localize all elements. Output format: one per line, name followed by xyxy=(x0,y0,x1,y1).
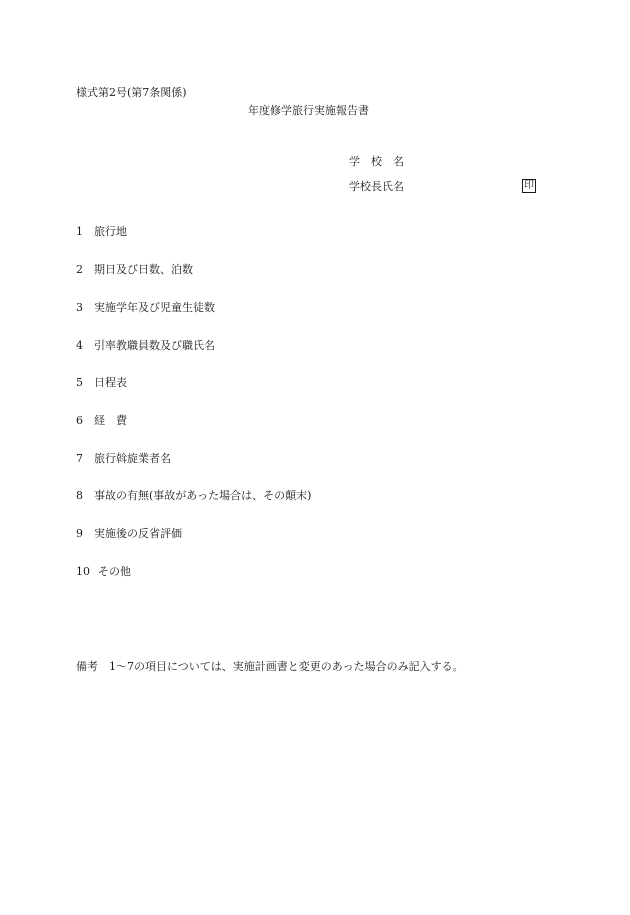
seal-mark: 印 xyxy=(524,180,534,191)
item-label: 引率教職員数及び職氏名 xyxy=(94,339,215,352)
item-label: その他 xyxy=(98,565,131,578)
item-number: 6 xyxy=(76,414,83,427)
document-title: 年度修学旅行実施報告書 xyxy=(248,104,369,117)
item-label: 旅行斡旋業者名 xyxy=(94,452,171,465)
remarks-note: 備考 1〜7の項目については、実施計画書と変更のあった場合のみ記入する。 xyxy=(76,660,464,673)
item-label: 事故の有無(事故があった場合は、その顛末) xyxy=(94,489,312,502)
principal-name-label: 学校長氏名 xyxy=(349,180,404,193)
list-item xyxy=(76,301,215,315)
item-number: 5 xyxy=(76,376,83,389)
item-number: 8 xyxy=(76,489,83,502)
item-number: 10 xyxy=(76,565,90,578)
list-item xyxy=(76,565,131,579)
item-number: 1 xyxy=(76,225,83,238)
item-number: 3 xyxy=(76,301,83,314)
item-number: 4 xyxy=(76,339,83,352)
form-label: 様式第2号(第7条関係) xyxy=(76,86,187,99)
item-label: 旅行地 xyxy=(94,225,127,238)
item-label: 経 費 xyxy=(94,414,127,427)
item-number: 7 xyxy=(76,452,83,465)
list-item xyxy=(76,414,127,428)
list-item xyxy=(76,376,127,390)
item-label: 日程表 xyxy=(94,376,127,389)
list-item xyxy=(76,263,193,277)
list-item xyxy=(76,225,127,239)
item-label: 実施後の反省評価 xyxy=(94,527,182,540)
item-label: 実施学年及び児童生徒数 xyxy=(94,301,215,314)
list-item xyxy=(76,527,182,541)
list-item xyxy=(76,339,215,353)
list-item xyxy=(76,489,311,503)
item-number: 2 xyxy=(76,263,83,276)
item-label: 期日及び日数、泊数 xyxy=(94,263,193,276)
list-item xyxy=(76,452,171,466)
item-number: 9 xyxy=(76,527,83,540)
school-name-label: 学 校 名 xyxy=(349,155,404,168)
